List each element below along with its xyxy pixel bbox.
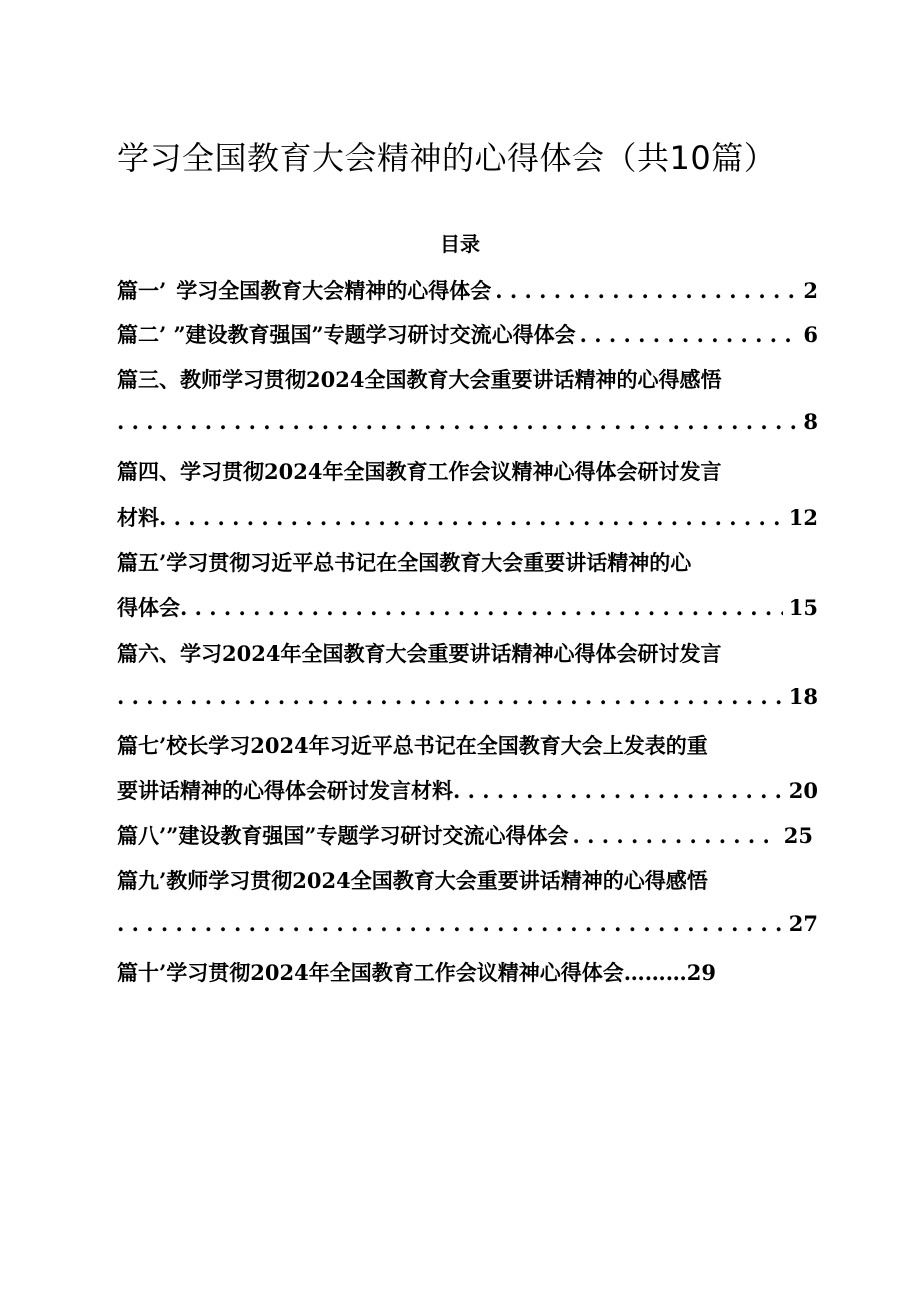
toc-entry-2[interactable] <box>117 319 818 349</box>
toc-entry-title: 学习全国教育大会精神的心得体会 <box>176 278 492 303</box>
toc-entry-prefix: 篇一’ <box>117 278 167 303</box>
toc-entry-6-continuation[interactable] <box>117 684 818 714</box>
toc-entry-5-continuation[interactable] <box>117 592 818 622</box>
toc-entry-title: ”建设教育强国”专题学习研讨交流心得体会 <box>173 322 576 347</box>
toc-entry-10[interactable] <box>117 957 716 987</box>
toc-entry-title: 篇四、学习贯彻2024年全国教育工作会议精神心得体会研讨发言 <box>117 459 722 484</box>
toc-entry-9[interactable] <box>117 865 708 895</box>
toc-leader-dots <box>572 823 777 848</box>
toc-entry-6[interactable] <box>117 638 721 668</box>
toc-page-number: 18 <box>788 684 818 709</box>
toc-entry-4[interactable] <box>117 456 721 486</box>
toc-entry-title-cont: 得体会 <box>117 595 180 620</box>
toc-leader-dots <box>117 409 797 434</box>
toc-page-number: 6 <box>803 322 818 347</box>
document-title: 学习全国教育大会精神的心得体会（共10篇） <box>117 139 777 177</box>
toc-entry-title: 篇五’学习贯彻习近平总书记在全国教育大会重要讲话精神的心 <box>117 550 692 575</box>
toc-entry-7[interactable] <box>117 730 708 760</box>
toc-entry-prefix: 篇二’ <box>117 322 167 347</box>
toc-page-number: 2 <box>803 278 818 303</box>
toc-entry-title: 篇十’学习贯彻2024年全国教育工作会议精神心得体会………29 <box>117 960 716 985</box>
toc-leader-dots <box>159 505 783 530</box>
toc-entry-3-continuation[interactable] <box>117 409 818 439</box>
toc-entry-5[interactable] <box>117 547 691 577</box>
toc-entry-title: 篇九’教师学习贯彻2024全国教育大会重要讲话精神的心得感悟 <box>117 868 708 893</box>
toc-leader-dots <box>580 322 798 347</box>
toc-page-number: 20 <box>788 778 818 803</box>
toc-entry-title-cont: 材料 <box>117 505 159 530</box>
toc-entry-9-continuation[interactable] <box>117 911 818 941</box>
toc-leader-dots <box>117 684 783 709</box>
toc-entry-title: 篇七’校长学习2024年习近平总书记在全国教育大会上发表的重 <box>117 733 708 758</box>
toc-entry-3[interactable] <box>117 364 721 394</box>
toc-entry-4-continuation[interactable] <box>117 502 818 532</box>
toc-entry-8[interactable] <box>117 820 813 850</box>
toc-leader-dots <box>180 595 783 620</box>
toc-entry-title: 篇六、学习2024年全国教育大会重要讲话精神心得体会研讨发言 <box>117 641 722 666</box>
toc-entry-title-cont: 要讲话精神的心得体会研讨发言材料 <box>117 778 453 803</box>
toc-page-number: 12 <box>788 505 818 530</box>
toc-entry-title: 篇八’”建设教育强国”专题学习研讨交流心得体会 <box>117 823 569 848</box>
toc-entry-title: 篇三、教师学习贯彻2024全国教育大会重要讲话精神的心得感悟 <box>117 367 722 392</box>
toc-leader-dots <box>117 911 783 936</box>
toc-entry-1[interactable] <box>117 275 818 305</box>
toc-page-number: 25 <box>783 823 813 848</box>
toc-page-number: 27 <box>788 911 818 936</box>
toc-page-number: 15 <box>788 595 818 620</box>
toc-entry-7-continuation[interactable] <box>117 775 818 805</box>
toc-page-number: 8 <box>803 409 818 434</box>
toc-leader-dots <box>495 278 797 303</box>
toc-heading: 目录 <box>440 232 480 256</box>
toc-leader-dots <box>453 778 783 803</box>
